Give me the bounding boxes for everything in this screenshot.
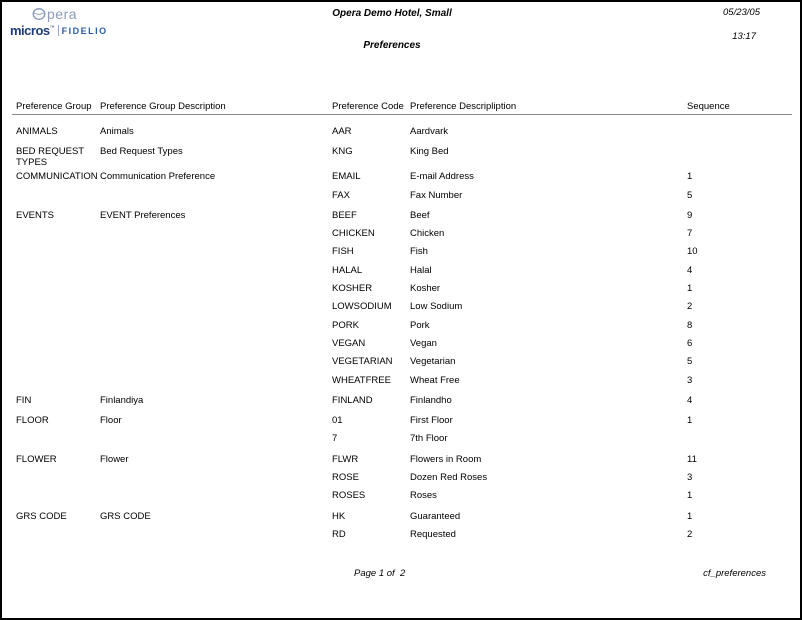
cell-preference-group [16, 355, 100, 357]
cell-preference-description: Pork [410, 319, 430, 331]
cell-preference-description: Vegan [410, 337, 437, 349]
table-row [2, 355, 800, 373]
cell-preference-group-description: Finlandiya [100, 394, 144, 406]
cell-preference-group-description: Floor [100, 415, 122, 427]
logo-divider [58, 25, 59, 36]
cell-preference-group [16, 282, 100, 284]
cell-preference-description: 7th Floor [410, 433, 448, 445]
cell-preference-code: BEEF [332, 209, 357, 221]
cell-preference-description: Finlandho [410, 394, 452, 406]
column-header-preference-group-description: Preference Group Description [100, 101, 226, 112]
cell-preference-code: ROSES [332, 490, 366, 502]
cell-preference-code: KOSHER [332, 283, 373, 295]
cell-preference-description: Beef [410, 209, 430, 221]
preference-group-block [2, 125, 800, 143]
cell-preference-description: Roses [410, 490, 437, 502]
cell-preference-code: FISH [332, 246, 354, 258]
cell-preference-code: HK [332, 510, 346, 522]
cell-sequence: 3 [687, 472, 693, 484]
preference-group-block [2, 510, 800, 547]
cell-preference-group-description: Animals [100, 126, 134, 137]
cell-preference-group: FIN [16, 394, 32, 406]
cell-preference-code: VEGETARIAN [332, 356, 393, 368]
column-header-sequence: Sequence [687, 101, 730, 112]
table-row [2, 374, 800, 392]
cell-preference-group [16, 319, 100, 321]
table-row [2, 209, 800, 227]
table-row [2, 300, 800, 318]
cell-preference-description: Guaranteed [410, 510, 461, 522]
table-header-rule [12, 114, 792, 115]
table-row [2, 453, 800, 471]
cell-preference-group: FLOWER [16, 453, 57, 465]
cell-preference-description: First Floor [410, 415, 453, 427]
cell-preference-description: Kosher [410, 283, 441, 295]
cell-sequence: 1 [687, 510, 693, 522]
table-row [2, 189, 800, 207]
cell-preference-code: WHEATFREE [332, 374, 391, 386]
cell-preference-group [16, 432, 100, 434]
cell-preference-group: EVENTS [16, 209, 55, 221]
preference-group-block [2, 170, 800, 207]
preference-group-block [2, 414, 800, 451]
preference-group-block [2, 394, 800, 412]
cell-sequence: 1 [687, 171, 693, 183]
cell-sequence: 8 [687, 319, 693, 331]
cell-preference-group [16, 374, 100, 376]
preference-group-block [2, 209, 800, 392]
cell-preference-description: Fish [410, 246, 428, 258]
table-row [2, 170, 800, 188]
micros-fidelio-wordmark [10, 23, 108, 38]
cell-preference-code: FLWR [332, 453, 359, 465]
cell-preference-group: COMMUNICATION [16, 171, 98, 183]
cell-sequence: 4 [687, 394, 693, 406]
cell-preference-description: Low Sodium [410, 301, 463, 313]
fidelio-wordmark-text: FIDELIO [61, 25, 108, 36]
cell-preference-group-description: EVENT Preferences [100, 209, 186, 221]
cell-preference-description: Aardvark [410, 126, 449, 137]
report-date: 05/23/05 [723, 7, 760, 18]
cell-preference-description: Wheat Free [410, 374, 460, 386]
column-header-preference-group: Preference Group [16, 101, 92, 112]
cell-preference-group [16, 337, 100, 339]
cell-preference-group-description: GRS CODE [100, 510, 151, 522]
table-row [2, 264, 800, 282]
micros-wordmark-text: micros [10, 23, 50, 38]
cell-preference-group: ANIMALS [16, 126, 58, 137]
column-header-preference-description: Preference Descripliption [410, 101, 517, 112]
cell-preference-code: CHICKEN [332, 228, 375, 240]
opera-wordmark-text: pera [47, 6, 78, 22]
cell-preference-group: FLOOR [16, 415, 49, 427]
cell-preference-description: Flowers in Room [410, 453, 482, 465]
cell-preference-code: KNG [332, 146, 353, 158]
cell-sequence: 4 [687, 264, 693, 276]
table-row [2, 528, 800, 546]
cell-preference-group-description: Flower [100, 453, 129, 465]
cell-preference-group: GRS CODE [16, 510, 67, 522]
cell-sequence: 5 [687, 189, 693, 201]
table-row [2, 337, 800, 355]
cell-sequence: 1 [687, 283, 693, 295]
cell-preference-description: Dozen Red Roses [410, 472, 488, 484]
cell-preference-code: RD [332, 528, 346, 540]
cell-preference-description: Chicken [410, 228, 445, 240]
cell-preference-code: PORK [332, 319, 359, 331]
cell-sequence: 2 [687, 528, 693, 540]
cell-preference-group: BED REQUEST TYPES [16, 146, 84, 168]
cell-preference-group [16, 471, 100, 473]
cell-preference-description: Halal [410, 264, 432, 276]
cell-preference-group-description: Communication Preference [100, 171, 216, 183]
cell-preference-description: Fax Number [410, 189, 463, 201]
report-file-name: cf_preferences [703, 568, 766, 579]
cell-preference-group [16, 300, 100, 302]
table-row [2, 245, 800, 263]
cell-preference-code: LOWSODIUM [332, 301, 392, 313]
cell-preference-code: AAR [332, 126, 352, 137]
cell-preference-group [16, 264, 100, 266]
cell-sequence: 7 [687, 228, 693, 240]
cell-sequence: 1 [687, 490, 693, 502]
cell-preference-code: FINLAND [332, 394, 373, 406]
preference-group-block [2, 145, 800, 168]
cell-sequence: 11 [687, 453, 697, 465]
cell-preference-group [16, 528, 100, 530]
table-row [2, 394, 800, 412]
cell-preference-code: ROSE [332, 472, 359, 484]
cell-preference-description: King Bed [410, 146, 449, 158]
cell-preference-group [16, 489, 100, 491]
micros-trademark: ™ [49, 25, 55, 31]
table-row [2, 282, 800, 300]
cell-preference-description: E-mail Address [410, 171, 474, 183]
cell-sequence: 3 [687, 374, 693, 386]
cell-preference-code: 01 [332, 415, 343, 427]
cell-preference-description: Requested [410, 528, 456, 540]
cell-sequence: 1 [687, 415, 693, 427]
table-row [2, 510, 800, 528]
cell-sequence: 5 [687, 356, 693, 368]
report-title: Preferences [363, 40, 421, 51]
cell-preference-code: 7 [332, 433, 338, 445]
cell-preference-code: VEGAN [332, 337, 366, 349]
page-number: Page 1 of 2 [354, 568, 406, 579]
table-body [2, 125, 800, 548]
cell-sequence: 10 [687, 246, 698, 258]
table-row [2, 145, 800, 168]
cell-preference-group [16, 227, 100, 229]
table-row [2, 227, 800, 245]
cell-preference-group-description: Bed Request Types [100, 146, 183, 158]
column-header-preference-code: Preference Code [332, 101, 404, 112]
cell-preference-code: FAX [332, 189, 350, 201]
preference-group-block [2, 453, 800, 508]
table-row [2, 489, 800, 507]
cell-preference-group [16, 245, 100, 247]
cell-sequence: 9 [687, 209, 693, 221]
table-row [2, 471, 800, 489]
hotel-title: Opera Demo Hotel, Small [332, 8, 452, 19]
cell-preference-code: EMAIL [332, 171, 361, 183]
cell-preference-group [16, 189, 100, 191]
report-time: 13:17 [732, 31, 756, 42]
cell-preference-description: Vegetarian [410, 356, 456, 368]
cell-preference-code: HALAL [332, 264, 363, 276]
table-row [2, 432, 800, 450]
table-row [2, 319, 800, 337]
table-row [2, 414, 800, 432]
cell-sequence: 6 [687, 337, 693, 349]
table-row [2, 125, 800, 143]
cell-sequence: 2 [687, 301, 693, 313]
